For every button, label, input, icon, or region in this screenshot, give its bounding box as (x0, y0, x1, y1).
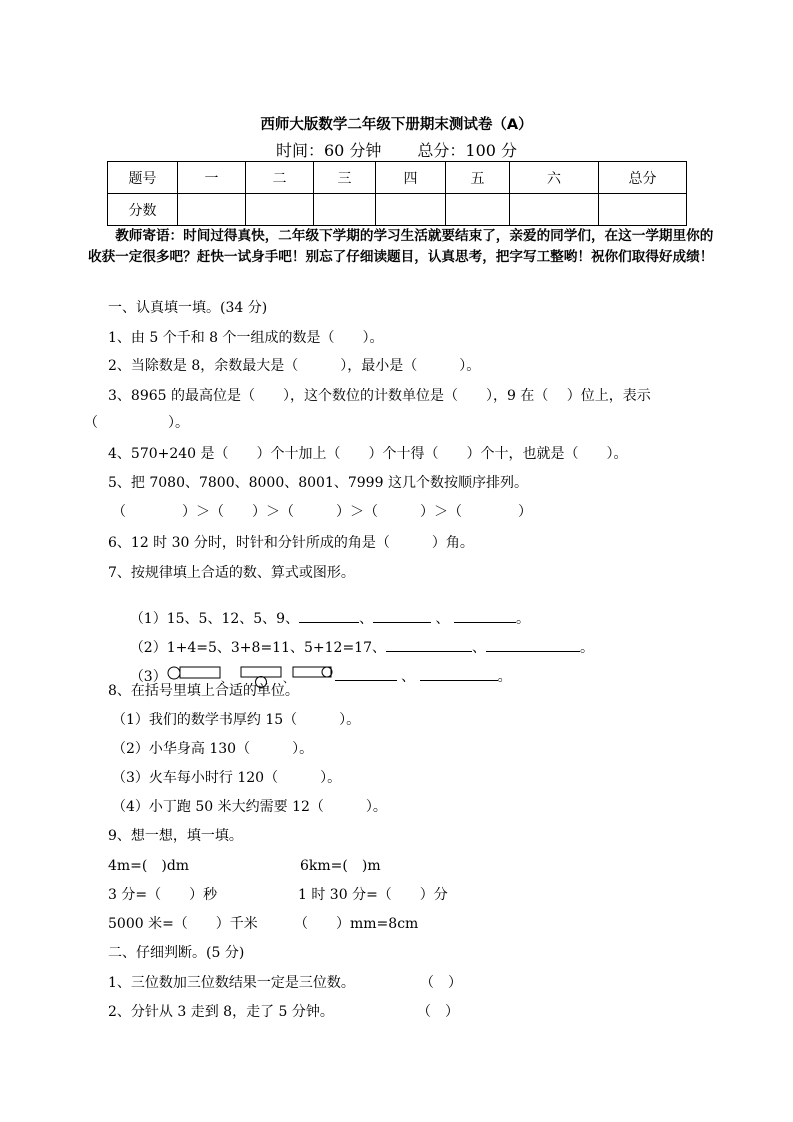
score-header-cell: 题号 (108, 162, 178, 194)
period: 。 (580, 640, 594, 656)
question-1-9-e: 5000 米=（ ）千米 (108, 916, 258, 932)
question-1-4: 4、570+240 是（ ）个十加上（ ）个十得（ ）个十，也就是（ ）。 (108, 446, 628, 462)
separator: 、 (359, 611, 374, 627)
score-cell[interactable] (510, 194, 599, 226)
total-score-label: 总分：100 分 (417, 141, 518, 160)
question-1-9-d: 1 时 30 分=（ ）分 (298, 887, 448, 903)
score-header-cell: 四 (376, 162, 446, 194)
question-1-2: 2、当除数是 8，余数最大是（ ），最小是（ ）。 (108, 358, 481, 374)
score-header-cell: 二 (246, 162, 314, 194)
section2-heading: 二、仔细判断。(5 分) (108, 945, 245, 961)
rect-shape (241, 667, 281, 677)
exam-title: 西师大版数学二年级下册期末测试卷（A） (260, 117, 533, 133)
score-header-cell: 一 (178, 162, 246, 194)
question-1-9-f: （ ）mm=8cm (294, 916, 419, 932)
q7-2-text: （2）1+4=5、3+8=11、5+12=17、 (129, 640, 386, 656)
score-header-cell: 六 (510, 162, 599, 194)
score-header-cell: 总分 (599, 162, 687, 194)
score-table-header-row (108, 162, 687, 194)
question-1-3-cont: （ ）。 (84, 415, 189, 431)
time-label: 时间：60 分钟 (275, 141, 382, 160)
score-cell[interactable] (446, 194, 510, 226)
question-1-8: 8、在括号里填上合适的单位。 (108, 683, 299, 699)
question-1-6: 6、12 时 30 分时，时针和分针所成的角是（ ）角。 (108, 535, 474, 551)
question-1-8-4: （4）小丁跑 50 米大约需要 12（ ）。 (112, 799, 387, 815)
score-table-score-row (108, 194, 687, 226)
separator: 、 (472, 640, 486, 656)
question-2-1: 1、三位数加三位数结果一定是三位数。 (108, 975, 355, 991)
question-1-5-answer-row: （ ）＞（ ）＞（ ）＞（ ）＞（ ） (112, 504, 532, 520)
question-1-8-2: （2）小华身高 130（ ）。 (112, 741, 314, 757)
separator: 、 (396, 669, 420, 685)
circle-shape (168, 667, 180, 679)
question-1-3: 3、8965 的最高位是（ ），这个数位的计数单位是（ ），9 在（ ）位上，表示 (108, 388, 651, 404)
answer-paren[interactable]: （ ） (420, 975, 462, 991)
score-header-cell: 三 (314, 162, 376, 194)
answer-paren[interactable]: （ ） (417, 1004, 459, 1020)
score-row-label: 分数 (108, 194, 178, 226)
score-cell[interactable] (314, 194, 376, 226)
question-1-5: 5、把 7080、7800、8000、8001、7999 这几个数按顺序排列。 (108, 475, 528, 491)
answer-blank[interactable] (420, 668, 498, 681)
shape-separator: 、 (282, 672, 294, 685)
score-table (107, 161, 687, 226)
exam-subtitle (0, 138, 793, 161)
section1-heading: 一、认真填一填。(34 分) (108, 300, 268, 316)
question-1-9-a: 4m=( )dm (108, 858, 190, 874)
shape-separator: 、 (220, 672, 232, 685)
question-2-2: 2、分针从 3 走到 8，走了 5 分钟。 (108, 1004, 334, 1020)
question-1-8-3: （3）火车每小时行 120（ ）。 (112, 770, 342, 786)
question-1-1: 1、由 5 个千和 8 个一组成的数是（ ）。 (108, 330, 384, 346)
separator: 、 (431, 611, 454, 627)
period: 。 (497, 669, 512, 685)
score-cell[interactable] (599, 194, 687, 226)
question-1-9-b: 6km=( )m (300, 858, 381, 874)
rect-shape (293, 667, 331, 677)
question-1-7: 7、按规律填上合适的数、算式或图形。 (108, 565, 355, 581)
answer-blank[interactable] (335, 668, 397, 681)
question-1-8-1: （1）我们的数学书厚约 15（ ）。 (112, 712, 361, 728)
score-cell[interactable] (376, 194, 446, 226)
question-1-9-c: 3 分=（ ）秒 (108, 887, 218, 903)
score-cell[interactable] (246, 194, 314, 226)
score-cell[interactable] (178, 194, 246, 226)
score-header-cell: 五 (446, 162, 510, 194)
q7-3-text: （3） (129, 669, 167, 685)
rect-shape (180, 667, 220, 678)
teacher-message: 教师寄语：时间过得真快，二年级下学期的学习生活就要结束了，亲爱的同学们，在这一学期里你的收获一定很多吧？赶快一试身手吧！别忘了仔细读题目，认真思考，把字写工整哟！祝你们取得好成绩！ (88, 228, 714, 265)
q7-1-text: （1）15、5、12、5、9、 (129, 611, 300, 627)
question-1-9: 9、想一想，填一填。 (108, 828, 243, 844)
period: 。 (515, 611, 530, 627)
